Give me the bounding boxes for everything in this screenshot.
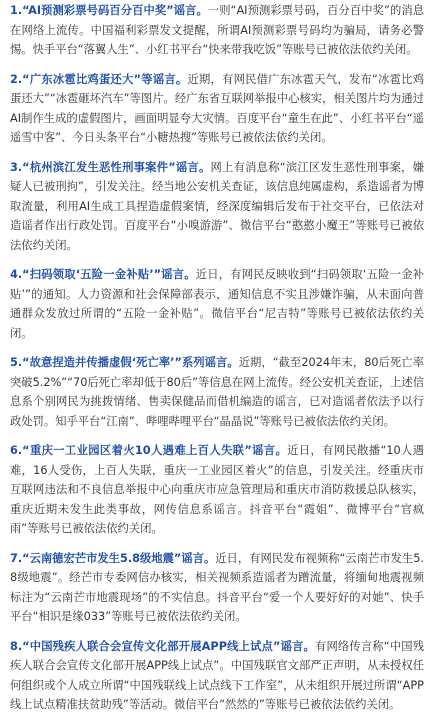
rumor-body: 近日，有网民发布视频称“云南芒市发生5.8级地震”。经芒市专委网信办核实，相关视频系造谣者为蹭流量，将缅甸地震视频标注为“云南芒市地震现场”的不实信息。抖音平台“爱一个人要好好的对她”、快手平台“相识是缘033”等账号已被依法依约关闭。	[10, 551, 425, 623]
rumor-title: 6.“重庆一工业园区着火10人遇难上百人失联”谣言。	[10, 444, 288, 457]
rumor-title: 2.“广东冰雹比鸡蛋还大”等谣言。	[10, 72, 188, 86]
rumor-title: 7.“云南德宏芒市发生5.8级地震”谣言。	[10, 551, 216, 565]
rumor-title: 5.“故意捏造并传播虚假‘死亡率’”系列谣言。	[10, 356, 239, 369]
rumor-title: 4.“扫码领取‘五险一金补贴’”谣言。	[10, 268, 196, 281]
rumor-body: 网上有消息称“滨江区发生恶性刑事案，嫌疑人已被刑拘”，引发关注。经当地公安机关查证，该信息纯属虚构，系造谣者为博取流量，利用AI生成工具捏造虚假案情，经深度编辑后发布于社交平台，已依法对造谣者作出行政处罚。百度平台“小嗅游游”、微信平台“憨憨小魔王”等账号已被依法依约关闭。	[10, 160, 424, 252]
rumor-body: 近期，有网民借广东冰雹天气，发布“冰雹比鸡蛋还大”“冰雹砸坏汽车”等图片。经广东省互联网举报中心核实，相关图片均为通过AI制作生成的虚假图片，画面明显夸大灾情。百度平台“童生在此”、小红书平台“遥遥雪中客”、今日头条平台“小糖热搜”等账号已被依法依约关闭。	[10, 72, 424, 144]
rumor-body: 一则“AI预测彩票号码，百分百中奖”的消息在网络上流传。中国福利彩票发文提醒，所谓AI预测彩票号码均为骗局，请务必警惕。快手平台“落翼人生”、小红书平台“快来带我吃饭”等账号已被依法依约关闭。	[10, 4, 424, 56]
rumor-item-8	[10, 637, 424, 715]
rumor-item-1	[10, 1, 424, 60]
rumor-item-7	[10, 549, 424, 627]
rumor-title: 8.“中国残疾人联合会宣传文化部开展APP线上试点”谣言。	[10, 639, 315, 653]
rumor-title: 3.“杭州滨江发生恶性刑事案件”谣言。	[10, 160, 211, 174]
rumor-body: 近期，“截至2024年末，80后死亡率突破5.2%”“70后死亡率却低于80后”等信息在网上流传。经公安机关查证，上述信息系个别网民为挑拨情绪、售卖保健品而借机编造的谣言，已对造谣者依法予以行政处罚。知乎平台“江南”、哔哩哔哩平台“晶晶说”等账号已被依法依约关闭。	[10, 356, 424, 428]
rumor-title: 1.“AI预测彩票号码百分百中奖”谣言。	[10, 4, 208, 17]
rumor-item-3	[10, 158, 424, 256]
rumor-item-5	[10, 353, 424, 431]
rumor-item-6	[10, 441, 424, 539]
rumor-item-4	[10, 265, 424, 343]
rumor-body: 有网络传言称“中国残疾人联合会宣传文化部开展APP线上试点”。中国残联官文部严正声明，从未授权任何组织或个人成立所谓“中国残联线上试点线下工作室”，从未组织开展过所谓“APP线上试点精准扶贫助残”等活动。微信平台“然然的”等账号已被依法依约关闭。	[10, 639, 424, 711]
rumor-body: 近日，有网民散播“10人遇难，16人受伤，上百人失联，重庆一工业园区着火”的信息，引发关注。经重庆市互联网违法和不良信息举报中心向重庆市应急管理局和重庆市消防救援总队核实，重庆近期未发生此类事故，网传信息系谣言。抖音平台“霞姐”、微博平台“官疯雨”等账号已被依法依约关闭。	[10, 444, 424, 535]
rumor-body: 近日，有网民反映收到“扫码领取‘五险一金补贴’”的通知。人力资源和社会保障部表示，通知信息不实且涉嫌诈骗，从未面向普通群众发放过所谓的“五险一金补贴”。微信平台“尼吉特”等账号已被依法依约关闭。	[10, 268, 424, 340]
rumor-item-2	[10, 70, 424, 148]
